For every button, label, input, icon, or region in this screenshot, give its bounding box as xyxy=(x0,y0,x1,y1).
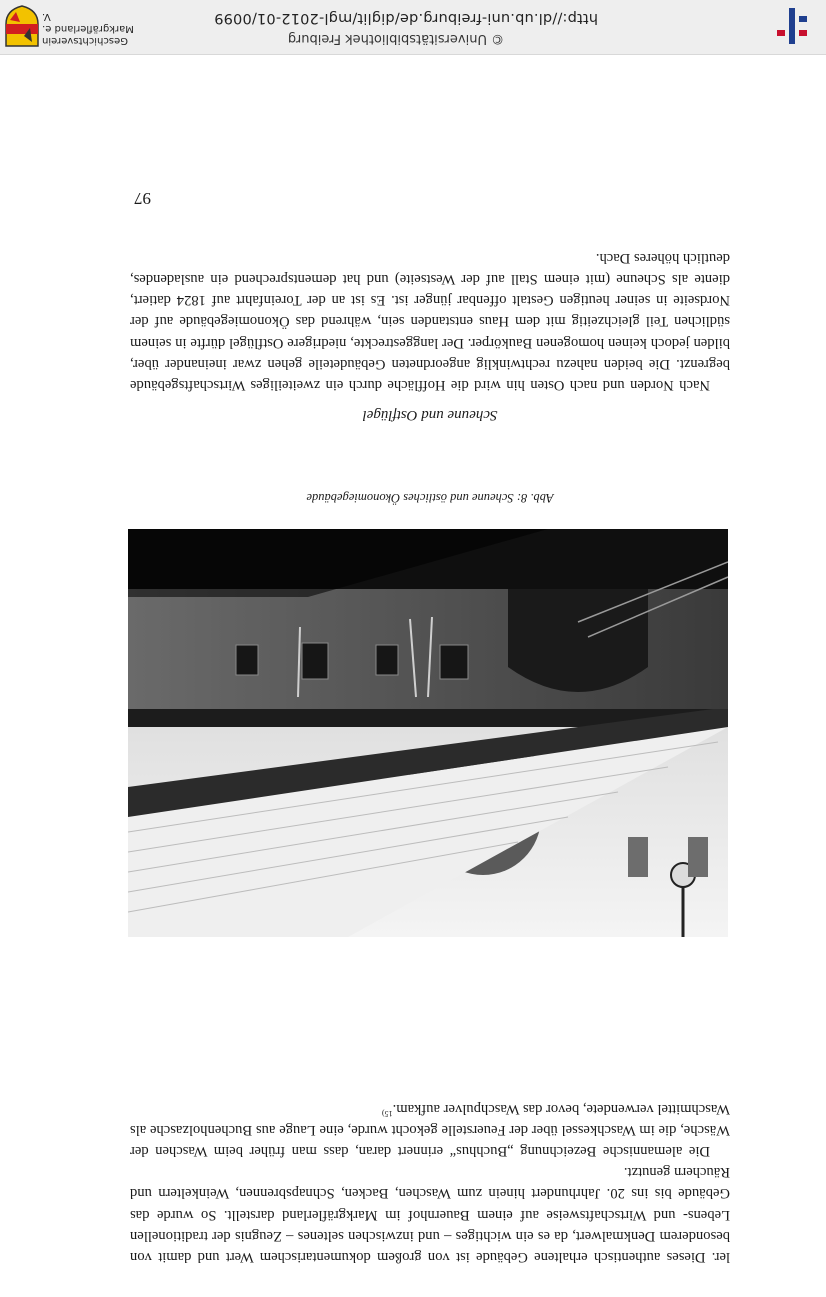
source-url-link[interactable]: http://dl.ub.uni-freiburg.de/diglit/mgl-2012-01/0099 xyxy=(214,10,598,26)
paragraph-top-text: ler. Dieses authentisch erhaltene Gebäude ist von großem dokumentarischem Wert und damit von besonderem Denkmalwert, da es ein wichtiges – und inzwischen seltenes – Zeugnis der traditionellen Lebens- und Wirtschaftsweise auf einem Bauernhof im Markgräflerland darstellt. So wurde das Gebäude bis ins 20. Jahrhundert hinein zum Waschen, Backen, Schnapsbrennen, Weinkeltern und Räuchern genutzt. xyxy=(130,1164,730,1265)
body-text-top xyxy=(130,1097,730,1267)
copyright-credit: © Universitätsbibliothek Freiburg xyxy=(287,31,505,46)
section-heading: Scheune und Ostflügel xyxy=(362,407,498,423)
ub-freiburg-logo-icon xyxy=(772,6,812,46)
photo-barn xyxy=(128,529,728,937)
society-name xyxy=(42,10,142,46)
page-number: 97 xyxy=(134,189,151,208)
paragraph-intro: Nach Norden und nach Osten hin wird die Hoffläche durch ein zweiteiliges Wirtschaftsgebäude begrenzt. Die beiden nahezu rechtwinklig angeordneten Gebäudeteile gehen zwar ineinander über, bilden jedoch keinen homogenen Baukörper. Der langgestreckte, niedrigere Ostflügel dürfte in seinem südlichen Teil gleichzeitig mit dem Haus entstanden sein, während das Ökonomiegebäude auf der Nordseite in seiner heutigen Gestalt offenbar jünger ist. Es ist an der Toreinfahrt auf 1824 datiert, diente als Scheune (mit einem Stall auf der Westseite) und hat dementsprechend ein ausladendes, deutlich höheres Dach. xyxy=(130,249,730,393)
society-crest-icon xyxy=(4,4,40,48)
society-line-1: Geschichtsverein xyxy=(42,35,128,46)
footer-bar xyxy=(0,0,826,55)
paragraph-buchhus-text: Die alemannische Bezeichnung „Buchhus“ erinnert daran, dass man früher beim Waschen der Wäsche, die im Waschkessel über der Feuerstelle gekocht wurde, eine Lauge aus Buchenholzasche als Waschmittel verwendete, bevor das Waschpulver aufkam. xyxy=(130,1100,730,1159)
paragraph-top xyxy=(130,1161,730,1267)
society-line-2: Markgräflerland e. V. xyxy=(42,11,134,34)
photo-barn-illustration xyxy=(128,529,728,937)
footnote-ref: 15) xyxy=(381,1108,393,1118)
paragraph-buchhus xyxy=(130,1097,730,1161)
body-text-bottom xyxy=(130,247,730,395)
figure-caption: Abb. 8: Scheune und östliches Ökonomiegebäude xyxy=(306,491,554,505)
